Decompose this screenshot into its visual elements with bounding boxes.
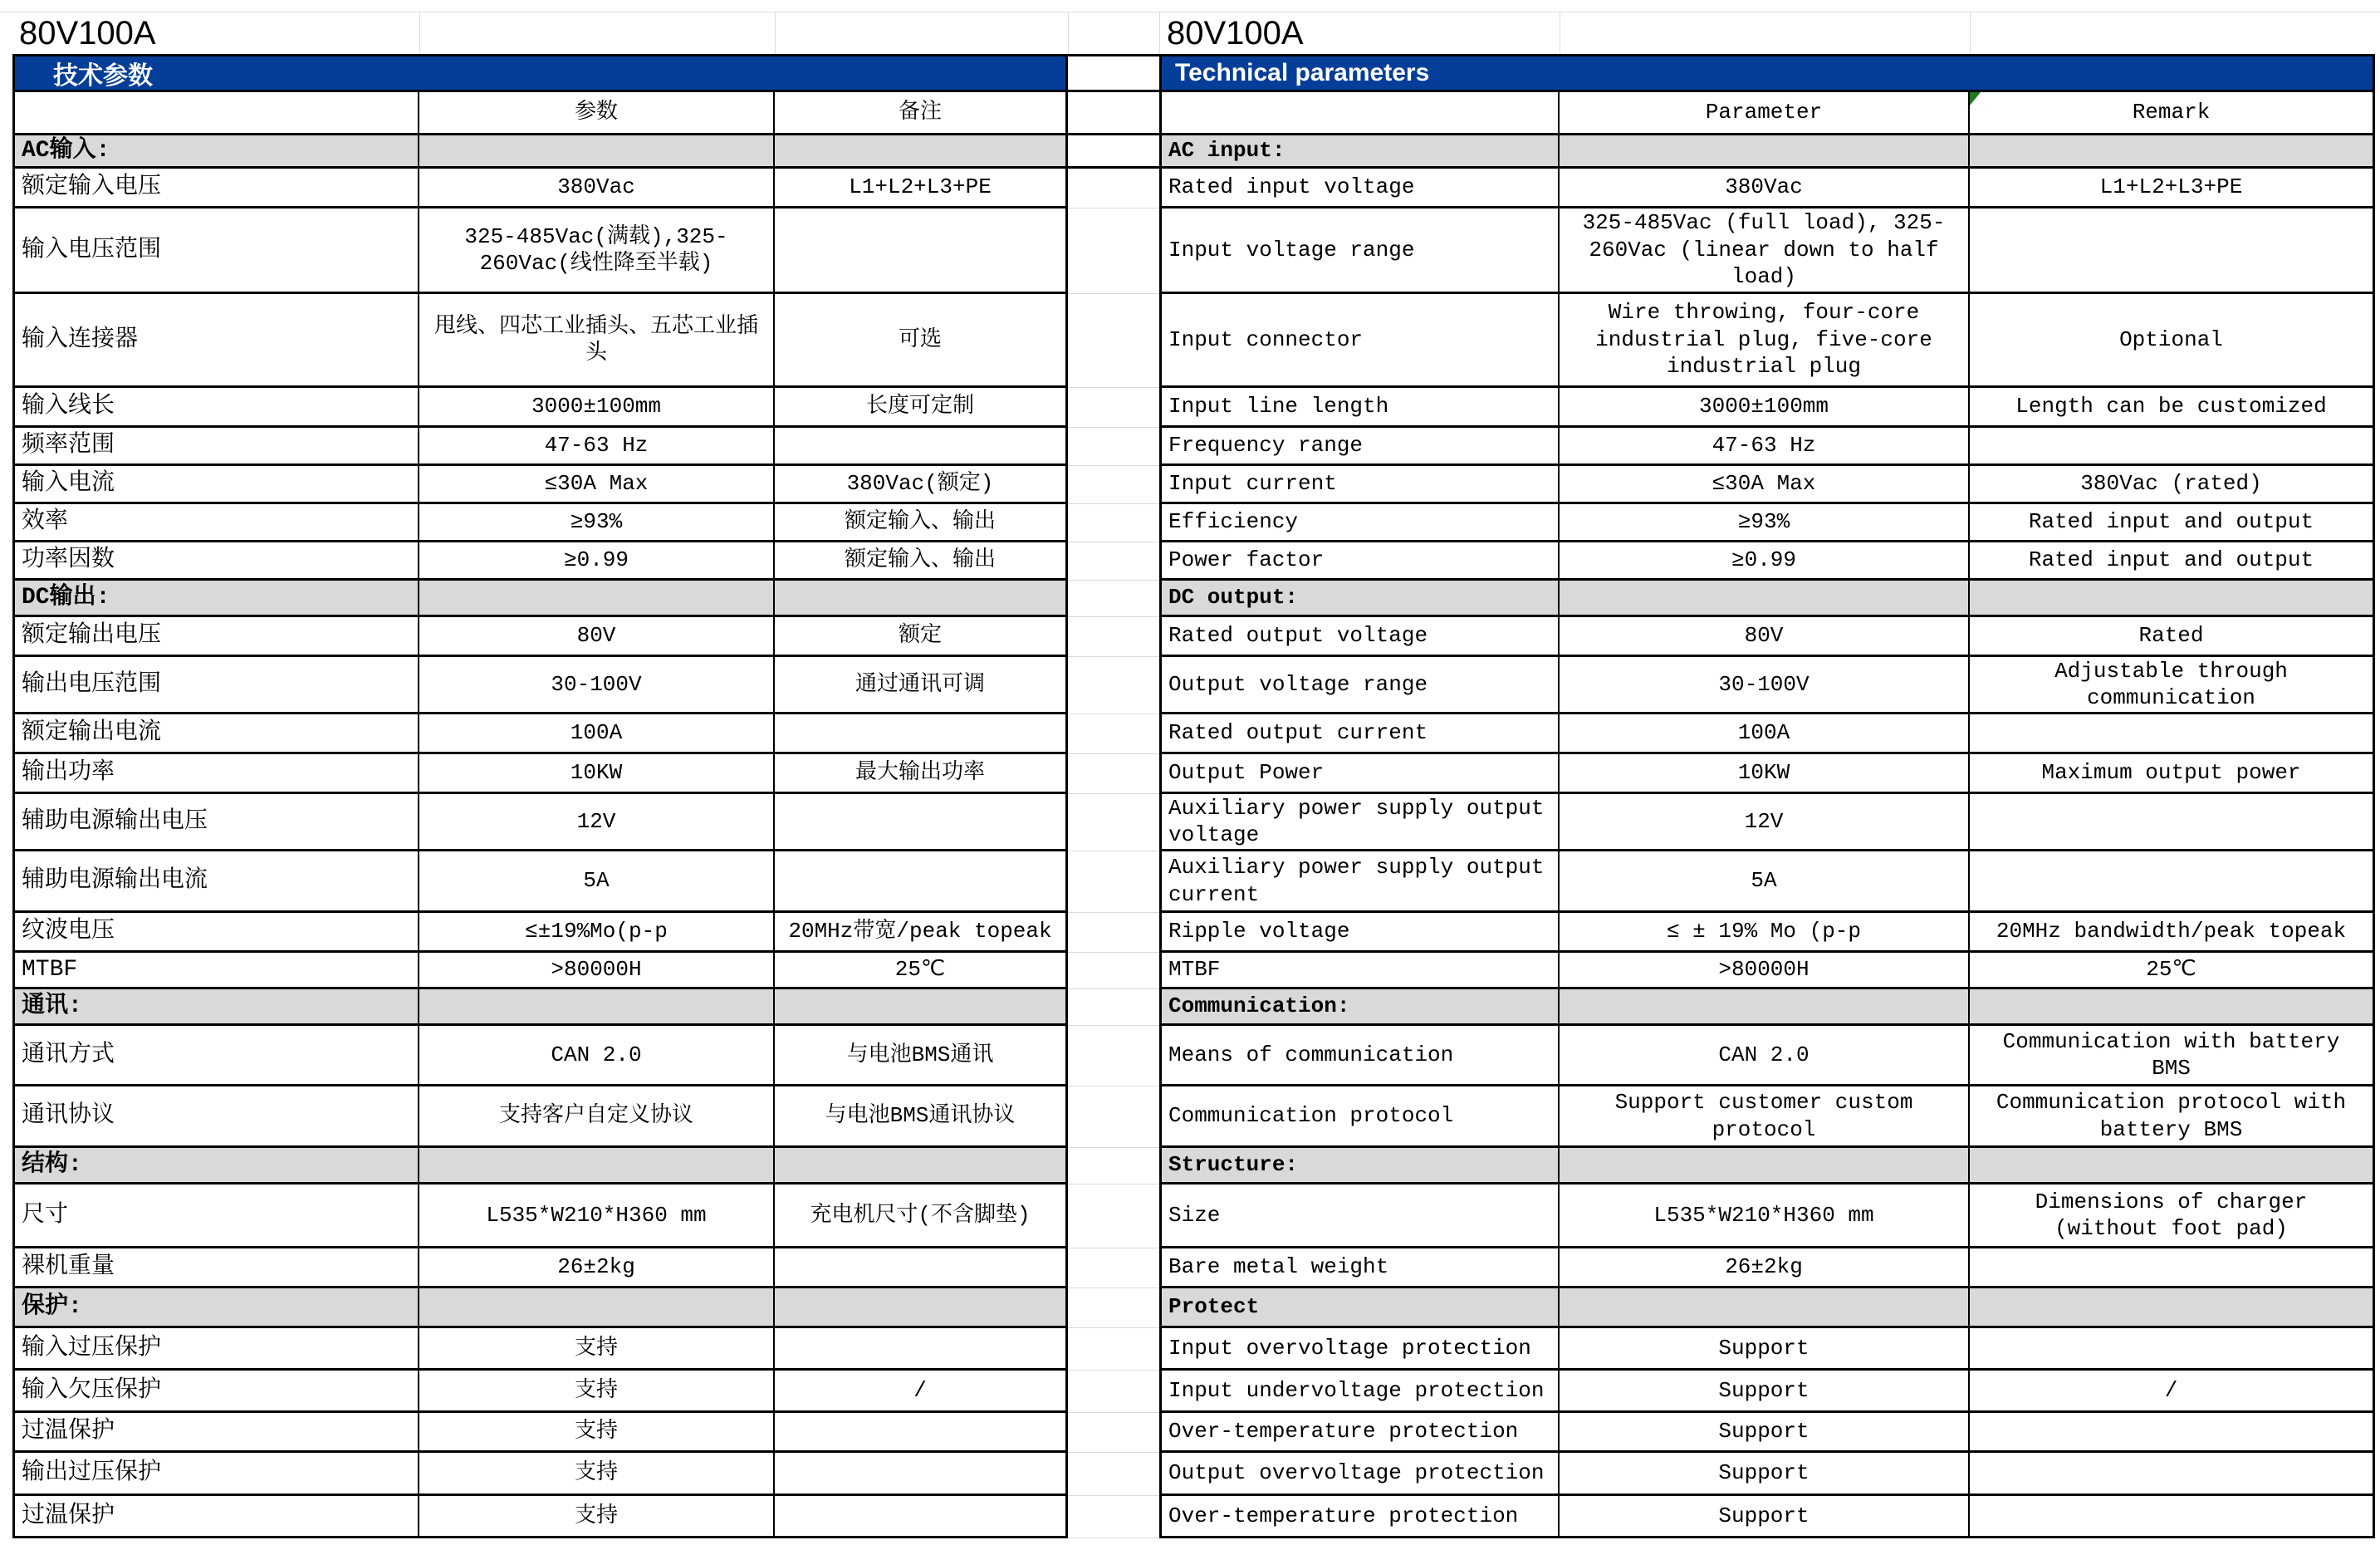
cell-cn-param[interactable]: 47-63 Hz: [419, 428, 775, 466]
cell-en-label[interactable]: MTBF: [1159, 953, 1560, 989]
cell-en-remark[interactable]: [1970, 1248, 2375, 1288]
column-header-remark-en[interactable]: [1970, 92, 2375, 135]
cell-cn-remark[interactable]: 通过通讯可调: [775, 657, 1068, 714]
spreadsheet-grid: [12, 12, 2375, 1538]
cell-gap: [1068, 1328, 1159, 1371]
cell-en-label[interactable]: Input line length: [1159, 388, 1560, 428]
cell-gap: [1068, 1371, 1159, 1413]
cell-gap: [1068, 294, 1159, 388]
column-header-remark-cn[interactable]: 备注: [775, 92, 1068, 135]
cell-gap: [1068, 913, 1159, 953]
cell-gap: [1068, 1026, 1159, 1086]
cell-cn-remark[interactable]: 额定: [775, 617, 1068, 657]
cell-cn-param[interactable]: 10KW: [419, 754, 775, 794]
cell-cn-param[interactable]: ≤±19%Mo(p-p: [419, 913, 775, 953]
cell-en-label[interactable]: DC output:: [1159, 581, 1560, 617]
cell-en-param[interactable]: [1560, 989, 1970, 1026]
cell-en-remark[interactable]: 20MHz bandwidth/peak topeak: [1970, 913, 2375, 953]
cell-gap: [1068, 1148, 1159, 1184]
cell-cn-label[interactable]: 输出过压保护: [12, 1453, 419, 1496]
cell-cn-remark[interactable]: [775, 428, 1068, 466]
cell-cn-param[interactable]: 支持: [419, 1496, 775, 1538]
cell-cn-label[interactable]: 输入欠压保护: [12, 1371, 419, 1413]
cell-en-remark[interactable]: Adjustable through communication: [1970, 657, 2375, 714]
cell-cn-param[interactable]: ≥0.99: [419, 542, 775, 581]
cell-cn-param[interactable]: CAN 2.0: [419, 1026, 775, 1086]
cell-en-remark[interactable]: [1970, 1413, 2375, 1453]
column-header-remark-en-label: Remark: [2132, 100, 2211, 125]
cell-en-label[interactable]: Protect: [1159, 1288, 1560, 1328]
cell-cn-label[interactable]: 纹波电压: [12, 913, 419, 953]
cell-en-remark[interactable]: [1970, 135, 2375, 169]
cell-gap: [1068, 617, 1159, 657]
cell-en-param[interactable]: 325-485Vac (full load), 325-260Vac (linear down to half load): [1560, 208, 1970, 294]
band-row-gap-cell: [1068, 54, 1159, 92]
cell-gap: [1068, 1086, 1159, 1148]
cell-cn-param[interactable]: [419, 1288, 775, 1328]
cell-gap: [1068, 542, 1159, 581]
title-row-gap-cell[interactable]: [1068, 12, 1159, 54]
cell-cn-param[interactable]: 325-485Vac(满载),325-260Vac(线性降至半载): [419, 208, 775, 294]
column-header-parameter-en[interactable]: Parameter: [1560, 92, 1970, 135]
cell-cn-param[interactable]: ≥93%: [419, 504, 775, 542]
cell-cn-label[interactable]: 过温保护: [12, 1496, 419, 1538]
cell-cn-label[interactable]: MTBF: [12, 953, 419, 989]
cell-en-param[interactable]: ≤30A Max: [1560, 466, 1970, 504]
cell-gap: [1068, 169, 1159, 208]
cell-en-remark[interactable]: Length can be customized: [1970, 388, 2375, 428]
cell-cn-label[interactable]: 输出电压范围: [12, 657, 419, 714]
cell-gap: [1068, 1413, 1159, 1453]
cell-en-remark[interactable]: [1970, 1496, 2375, 1538]
cell-en-param[interactable]: [1560, 135, 1970, 169]
cell-en-label[interactable]: Output overvoltage protection: [1159, 1453, 1560, 1496]
cell-en-param[interactable]: 10KW: [1560, 754, 1970, 794]
cell-cn-remark[interactable]: [775, 208, 1068, 294]
cell-cn-param[interactable]: 支持: [419, 1453, 775, 1496]
cell-en-param[interactable]: 3000±100mm: [1560, 388, 1970, 428]
title-row-blank-cell[interactable]: [1560, 12, 1970, 54]
cell-gap: [1068, 388, 1159, 428]
cell-en-remark[interactable]: [1970, 581, 2375, 617]
cell-cn-param[interactable]: 100A: [419, 714, 775, 754]
cell-en-label[interactable]: AC input:: [1159, 135, 1560, 169]
cell-en-param[interactable]: Support: [1560, 1371, 1970, 1413]
cell-cn-label[interactable]: 额定输出电流: [12, 714, 419, 754]
cell-en-param[interactable]: 380Vac: [1560, 169, 1970, 208]
cell-en-param[interactable]: Support: [1560, 1413, 1970, 1453]
cell-cn-label[interactable]: 频率范围: [12, 428, 419, 466]
cell-en-label[interactable]: Communication protocol: [1159, 1086, 1560, 1148]
cell-cn-label[interactable]: 效率: [12, 504, 419, 542]
cell-en-label[interactable]: Output voltage range: [1159, 657, 1560, 714]
cell-cn-param[interactable]: 5A: [419, 851, 775, 913]
cell-cn-param[interactable]: [419, 581, 775, 617]
cell-en-label[interactable]: Means of communication: [1159, 1026, 1560, 1086]
cell-en-label[interactable]: Input connector: [1159, 294, 1560, 388]
cell-gap: [1068, 1453, 1159, 1496]
cell-cn-label[interactable]: 裸机重量: [12, 1248, 419, 1288]
title-row-blank-cell[interactable]: [1970, 12, 2375, 54]
cell-gap: [1068, 1248, 1159, 1288]
cell-gap: [1068, 1184, 1159, 1248]
cell-en-label[interactable]: Over-temperature protection: [1159, 1413, 1560, 1453]
cell-en-remark[interactable]: [1970, 428, 2375, 466]
cell-en-remark[interactable]: [1970, 1148, 2375, 1184]
cell-en-remark[interactable]: [1970, 989, 2375, 1026]
cell-en-label[interactable]: Rated output current: [1159, 714, 1560, 754]
cell-cn-remark[interactable]: [775, 1453, 1068, 1496]
cell-en-remark[interactable]: Optional: [1970, 294, 2375, 388]
cell-cn-remark[interactable]: [775, 1288, 1068, 1328]
cell-en-remark[interactable]: [1970, 1328, 2375, 1371]
cell-en-param[interactable]: CAN 2.0: [1560, 1026, 1970, 1086]
table-header-band-en: Technical parameters: [1159, 54, 2375, 92]
cell-cn-param[interactable]: 甩线、四芯工业插头、五芯工业插头: [419, 294, 775, 388]
cell-cn-remark[interactable]: [775, 794, 1068, 851]
cell-en-param[interactable]: ≥93%: [1560, 504, 1970, 542]
cell-cn-param[interactable]: 26±2kg: [419, 1248, 775, 1288]
header-row-gap-cell: [1068, 92, 1159, 135]
cell-gap: [1068, 1288, 1159, 1328]
sheet-title-cn: 80V100A: [12, 12, 419, 54]
cell-en-param[interactable]: Support customer custom protocol: [1560, 1086, 1970, 1148]
cell-en-label[interactable]: Auxiliary power supply output voltage: [1159, 794, 1560, 851]
cell-cn-label[interactable]: 功率因数: [12, 542, 419, 581]
cell-cn-label[interactable]: 输入线长: [12, 388, 419, 428]
cell-cn-label[interactable]: 通讯方式: [12, 1026, 419, 1086]
cell-cn-remark[interactable]: 380Vac(额定): [775, 466, 1068, 504]
cell-en-param[interactable]: 5A: [1560, 851, 1970, 913]
cell-cn-remark[interactable]: [775, 1496, 1068, 1538]
cell-en-label[interactable]: Input current: [1159, 466, 1560, 504]
cell-en-param[interactable]: Wire throwing, four-core industrial plug, five-core industrial plug: [1560, 294, 1970, 388]
cell-cn-remark[interactable]: /: [775, 1371, 1068, 1413]
cell-gap: [1068, 754, 1159, 794]
cell-cn-param[interactable]: 支持客户自定义协议: [419, 1086, 775, 1148]
cell-en-label[interactable]: Input overvoltage protection: [1159, 1328, 1560, 1371]
cell-cn-remark[interactable]: 20MHz带宽/peak topeak: [775, 913, 1068, 953]
cell-cn-remark[interactable]: [775, 989, 1068, 1026]
cell-en-label[interactable]: Output Power: [1159, 754, 1560, 794]
cell-en-remark[interactable]: L1+L2+L3+PE: [1970, 169, 2375, 208]
cell-en-remark[interactable]: [1970, 208, 2375, 294]
cell-cn-remark[interactable]: [775, 1248, 1068, 1288]
cell-cn-label[interactable]: 通讯:: [12, 989, 419, 1026]
cell-cn-param[interactable]: 支持: [419, 1413, 775, 1453]
cell-cn-remark[interactable]: [775, 714, 1068, 754]
cell-en-remark[interactable]: 380Vac (rated): [1970, 466, 2375, 504]
cell-en-param[interactable]: 12V: [1560, 794, 1970, 851]
cell-en-param[interactable]: ≤ ± 19% Mo (p-p: [1560, 913, 1970, 953]
cell-gap: [1068, 581, 1159, 617]
cell-cn-remark[interactable]: 充电机尺寸(不含脚垫): [775, 1184, 1068, 1248]
cell-cn-label[interactable]: 通讯协议: [12, 1086, 419, 1148]
cell-gap: [1068, 953, 1159, 989]
cell-cn-remark[interactable]: 与电池BMS通讯: [775, 1026, 1068, 1086]
cell-cn-param[interactable]: [419, 989, 775, 1026]
cell-en-remark[interactable]: [1970, 714, 2375, 754]
cell-cn-param[interactable]: L535*W210*H360 mm: [419, 1184, 775, 1248]
cell-en-label[interactable]: Efficiency: [1159, 504, 1560, 542]
column-header-label-en[interactable]: [1159, 92, 1560, 135]
cell-en-remark[interactable]: /: [1970, 1371, 2375, 1413]
cell-cn-param[interactable]: >80000H: [419, 953, 775, 989]
cell-cn-label[interactable]: 尺寸: [12, 1184, 419, 1248]
cell-cn-label[interactable]: DC输出:: [12, 581, 419, 617]
cell-cn-label[interactable]: 输出功率: [12, 754, 419, 794]
cell-cn-param[interactable]: 12V: [419, 794, 775, 851]
cell-cn-param[interactable]: 80V: [419, 617, 775, 657]
cell-en-label[interactable]: Auxiliary power supply output current: [1159, 851, 1560, 913]
cell-cn-label[interactable]: 保护:: [12, 1288, 419, 1328]
table-header-band-cn: 技术参数: [12, 54, 1068, 92]
cell-en-param[interactable]: >80000H: [1560, 953, 1970, 989]
cell-cn-remark[interactable]: [775, 135, 1068, 169]
cell-cn-label[interactable]: 额定输出电压: [12, 617, 419, 657]
cell-cn-label[interactable]: 额定输入电压: [12, 169, 419, 208]
cell-cn-label[interactable]: 输入过压保护: [12, 1328, 419, 1371]
cell-cn-label[interactable]: 辅助电源输出电压: [12, 794, 419, 851]
cell-en-label[interactable]: Rated input voltage: [1159, 169, 1560, 208]
cell-cn-label[interactable]: 输入连接器: [12, 294, 419, 388]
cell-cn-remark[interactable]: [775, 1328, 1068, 1371]
cell-en-remark[interactable]: Dimensions of charger (without foot pad): [1970, 1184, 2375, 1248]
cell-gap: [1068, 135, 1159, 169]
cell-cn-remark[interactable]: [775, 1148, 1068, 1184]
cell-en-remark[interactable]: Rated input and output: [1970, 542, 2375, 581]
cell-cn-param[interactable]: [419, 135, 775, 169]
cell-en-label[interactable]: Communication:: [1159, 989, 1560, 1026]
cell-en-param[interactable]: 26±2kg: [1560, 1248, 1970, 1288]
cell-cn-remark[interactable]: 最大输出功率: [775, 754, 1068, 794]
cell-en-remark[interactable]: [1970, 794, 2375, 851]
cell-en-param[interactable]: [1560, 581, 1970, 617]
column-header-label-cn[interactable]: [12, 92, 419, 135]
green-triangle-marker-icon: [1970, 92, 1981, 105]
cell-gap: [1068, 714, 1159, 754]
cell-cn-remark[interactable]: 与电池BMS通讯协议: [775, 1086, 1068, 1148]
cell-en-label[interactable]: Frequency range: [1159, 428, 1560, 466]
cell-en-label[interactable]: Rated output voltage: [1159, 617, 1560, 657]
cell-en-remark[interactable]: Communication protocol with battery BMS: [1970, 1086, 2375, 1148]
cell-cn-remark[interactable]: 额定输入、输出: [775, 504, 1068, 542]
cell-en-label[interactable]: Size: [1159, 1184, 1560, 1248]
cell-en-param[interactable]: 80V: [1560, 617, 1970, 657]
cell-cn-param[interactable]: [419, 1148, 775, 1184]
cell-gap: [1068, 657, 1159, 714]
cell-en-label[interactable]: Ripple voltage: [1159, 913, 1560, 953]
cell-gap: [1068, 794, 1159, 851]
cell-cn-remark[interactable]: [775, 581, 1068, 617]
cell-en-param[interactable]: 100A: [1560, 714, 1970, 754]
cell-en-label[interactable]: Structure:: [1159, 1148, 1560, 1184]
cell-cn-param[interactable]: 支持: [419, 1371, 775, 1413]
cell-en-label[interactable]: Bare metal weight: [1159, 1248, 1560, 1288]
cell-cn-param[interactable]: ≤30A Max: [419, 466, 775, 504]
cell-en-remark[interactable]: [1970, 1453, 2375, 1496]
cell-en-param[interactable]: Support: [1560, 1328, 1970, 1371]
cell-en-param[interactable]: L535*W210*H360 mm: [1560, 1184, 1970, 1248]
title-row-blank-cell[interactable]: [775, 12, 1068, 54]
cell-en-remark[interactable]: [1970, 851, 2375, 913]
cell-en-param[interactable]: Support: [1560, 1496, 1970, 1538]
cell-gap: [1068, 466, 1159, 504]
cell-gap: [1068, 1496, 1159, 1538]
cell-en-label[interactable]: Input undervoltage protection: [1159, 1371, 1560, 1413]
cell-cn-remark[interactable]: 可选: [775, 294, 1068, 388]
cell-en-param[interactable]: 47-63 Hz: [1560, 428, 1970, 466]
cell-en-label[interactable]: Input voltage range: [1159, 208, 1560, 294]
cell-en-param[interactable]: [1560, 1288, 1970, 1328]
cell-en-remark[interactable]: Rated: [1970, 617, 2375, 657]
cell-cn-param[interactable]: 3000±100mm: [419, 388, 775, 428]
cell-en-param[interactable]: Support: [1560, 1453, 1970, 1496]
cell-gap: [1068, 208, 1159, 294]
cell-en-param[interactable]: ≥0.99: [1560, 542, 1970, 581]
cell-cn-label[interactable]: 输入电压范围: [12, 208, 419, 294]
cell-en-remark[interactable]: 25℃: [1970, 953, 2375, 989]
cell-en-label[interactable]: Over-temperature protection: [1159, 1496, 1560, 1538]
cell-cn-remark[interactable]: 额定输入、输出: [775, 542, 1068, 581]
cell-gap: [1068, 504, 1159, 542]
top-gridline: [0, 0, 2380, 12]
cell-gap: [1068, 428, 1159, 466]
cell-en-remark[interactable]: Maximum output power: [1970, 754, 2375, 794]
sheet-title-en: 80V100A: [1159, 12, 1560, 54]
cell-cn-remark[interactable]: 25℃: [775, 953, 1068, 989]
cell-cn-param[interactable]: 30-100V: [419, 657, 775, 714]
cell-en-param[interactable]: [1560, 1148, 1970, 1184]
cell-en-remark[interactable]: Communication with battery BMS: [1970, 1026, 2375, 1086]
cell-en-remark[interactable]: [1970, 1288, 2375, 1328]
cell-gap: [1068, 851, 1159, 913]
cell-en-param[interactable]: 30-100V: [1560, 657, 1970, 714]
cell-gap: [1068, 989, 1159, 1026]
cell-cn-label[interactable]: 输入电流: [12, 466, 419, 504]
cell-cn-param[interactable]: 380Vac: [419, 169, 775, 208]
cell-cn-remark[interactable]: [775, 1413, 1068, 1453]
cell-cn-label[interactable]: 结构:: [12, 1148, 419, 1184]
title-row-blank-cell[interactable]: [419, 12, 775, 54]
cell-en-label[interactable]: Power factor: [1159, 542, 1560, 581]
cell-cn-label[interactable]: 辅助电源输出电流: [12, 851, 419, 913]
cell-cn-param[interactable]: 支持: [419, 1328, 775, 1371]
cell-cn-remark[interactable]: [775, 851, 1068, 913]
cell-en-remark[interactable]: Rated input and output: [1970, 504, 2375, 542]
cell-cn-label[interactable]: 过温保护: [12, 1413, 419, 1453]
column-header-parameter-cn[interactable]: 参数: [419, 92, 775, 135]
cell-cn-remark[interactable]: 长度可定制: [775, 388, 1068, 428]
cell-cn-remark[interactable]: L1+L2+L3+PE: [775, 169, 1068, 208]
cell-cn-label[interactable]: AC输入:: [12, 135, 419, 169]
